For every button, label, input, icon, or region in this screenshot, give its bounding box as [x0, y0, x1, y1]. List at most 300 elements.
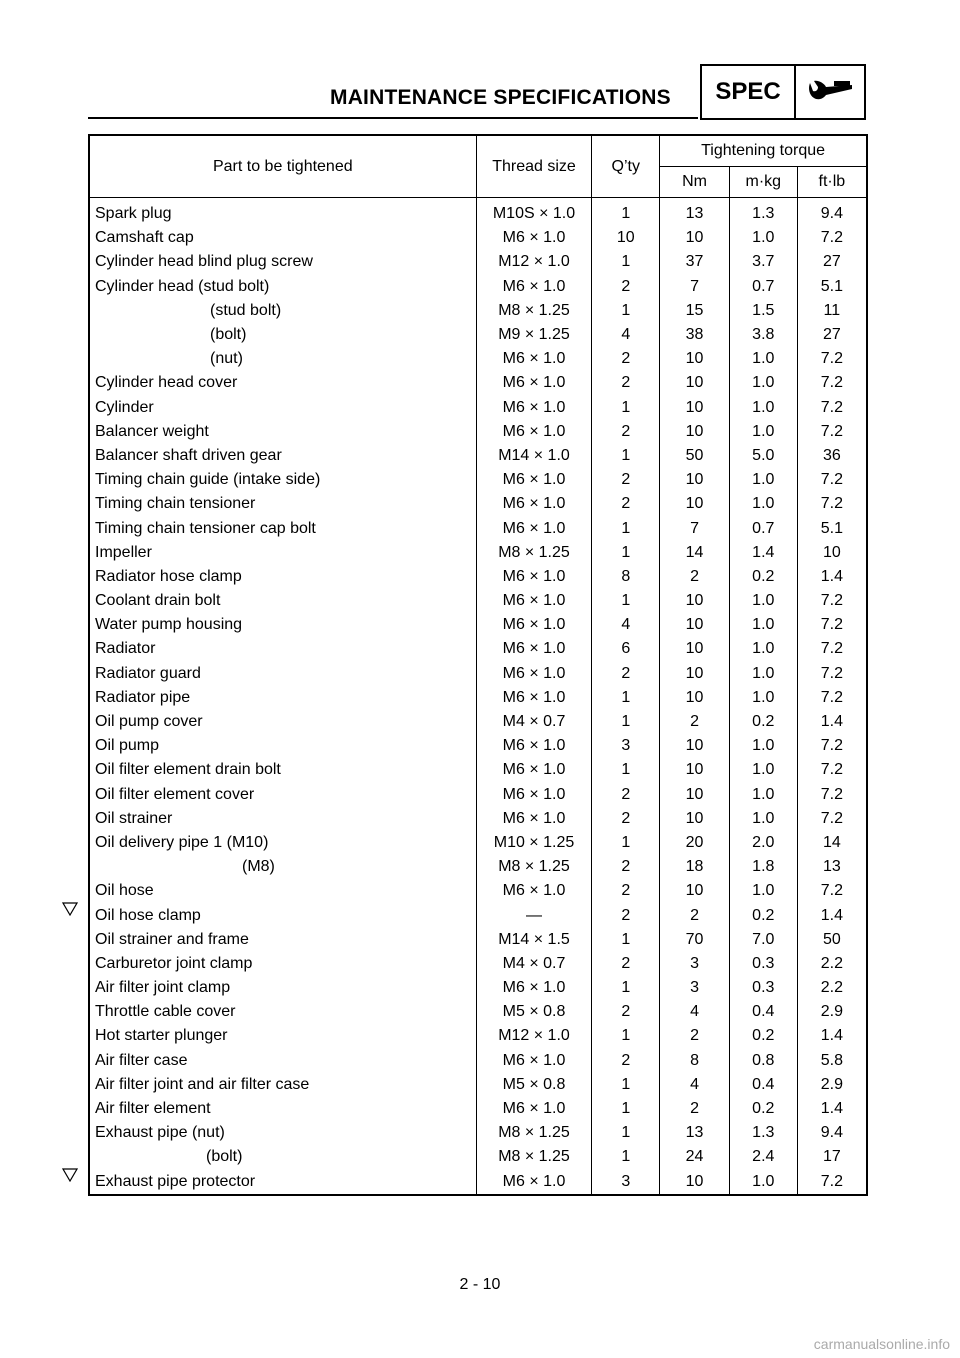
table-row: [89, 198, 867, 227]
cell-qty: 8: [592, 565, 660, 589]
cell-part: Timing chain tensioner: [95, 495, 256, 513]
cell-mkg: 0.7: [729, 516, 797, 540]
header-thread-size: Thread size: [476, 135, 592, 198]
cell-qty: 1: [592, 444, 660, 468]
cell-nm: 13: [660, 1121, 730, 1145]
cell-thread: M6 × 1.0: [476, 637, 592, 661]
cell-qty: 2: [592, 903, 660, 927]
table-row: [89, 928, 867, 952]
cell-nm: 15: [660, 299, 730, 323]
cell-nm: 10: [660, 879, 730, 903]
cell-nm: 24: [660, 1145, 730, 1169]
cell-ftlb: 7.2: [797, 492, 867, 516]
cell-nm: 10: [660, 637, 730, 661]
cell-mkg: 1.0: [729, 226, 797, 250]
cell-qty: 3: [592, 734, 660, 758]
cell-ftlb: 13: [797, 855, 867, 879]
cell-nm: 10: [660, 686, 730, 710]
cell-ftlb: 1.4: [797, 903, 867, 927]
cell-qty: 10: [592, 226, 660, 250]
cell-nm: 3: [660, 952, 730, 976]
cell-ftlb: 11: [797, 299, 867, 323]
cell-mkg: 0.2: [729, 710, 797, 734]
cell-qty: 4: [592, 323, 660, 347]
cell-mkg: 2.4: [729, 1145, 797, 1169]
cell-nm: 10: [660, 807, 730, 831]
table-row: [89, 396, 867, 420]
cell-mkg: 1.0: [729, 396, 797, 420]
cell-part: (bolt): [210, 326, 247, 344]
cell-qty: 1: [592, 541, 660, 565]
cell-nm: 4: [660, 1000, 730, 1024]
cell-ftlb: 7.2: [797, 371, 867, 395]
cell-qty: 2: [592, 662, 660, 686]
cell-part: Cylinder head (stud bolt): [95, 277, 270, 295]
cell-ftlb: 7.2: [797, 420, 867, 444]
cell-part: Throttle cable cover: [95, 1003, 236, 1021]
table-row: [89, 613, 867, 637]
cell-nm: 10: [660, 783, 730, 807]
cell-nm: 70: [660, 928, 730, 952]
cell-ftlb: 2.2: [797, 976, 867, 1000]
table-row: [89, 686, 867, 710]
cell-qty: 1: [592, 686, 660, 710]
cell-part: Exhaust pipe (nut): [95, 1124, 225, 1142]
page-number: 2 - 10: [459, 1276, 501, 1293]
cell-mkg: 1.3: [729, 198, 797, 227]
cell-thread: —: [476, 903, 592, 927]
cell-ftlb: 7.2: [797, 879, 867, 903]
cell-part: Cylinder head blind plug screw: [95, 253, 313, 271]
cell-part: (stud bolt): [210, 301, 282, 319]
cell-nm: 10: [660, 420, 730, 444]
cell-part: Air filter joint clamp: [95, 979, 231, 997]
cell-mkg: 1.3: [729, 1121, 797, 1145]
cell-ftlb: 2.9: [797, 1000, 867, 1024]
header-nm: Nm: [660, 167, 730, 198]
table-row: [89, 1049, 867, 1073]
cell-mkg: 0.7: [729, 275, 797, 299]
cell-nm: 2: [660, 903, 730, 927]
cell-nm: 10: [660, 492, 730, 516]
cell-ftlb: 14: [797, 831, 867, 855]
cell-part: Oil pump cover: [95, 713, 203, 731]
cell-nm: 2: [660, 710, 730, 734]
cell-nm: 10: [660, 371, 730, 395]
cell-mkg: 1.0: [729, 637, 797, 661]
cell-mkg: 1.0: [729, 758, 797, 782]
header-part: Part to be tightened: [89, 135, 476, 198]
cell-qty: 2: [592, 807, 660, 831]
table-row: [89, 323, 867, 347]
cell-qty: 2: [592, 1000, 660, 1024]
cell-thread: M14 × 1.5: [476, 928, 592, 952]
cell-qty: 1: [592, 250, 660, 274]
table-row: [89, 565, 867, 589]
table-row: [89, 516, 867, 540]
cell-part: Oil pump: [95, 737, 160, 755]
wrench-icon: [804, 77, 856, 107]
cell-nm: 10: [660, 589, 730, 613]
cell-qty: 1: [592, 396, 660, 420]
cell-nm: 10: [660, 347, 730, 371]
cell-mkg: 1.5: [729, 299, 797, 323]
cell-mkg: 0.4: [729, 1073, 797, 1097]
cell-part: Camshaft cap: [95, 229, 194, 247]
header-qty: Q’ty: [592, 135, 660, 198]
cell-thread: M6 × 1.0: [476, 807, 592, 831]
table-row: [89, 371, 867, 395]
cell-qty: 1: [592, 299, 660, 323]
cell-part: Timing chain guide (intake side): [95, 471, 321, 489]
page-title: MAINTENANCE SPECIFICATIONS: [330, 86, 671, 109]
cell-ftlb: 50: [797, 928, 867, 952]
cell-nm: 20: [660, 831, 730, 855]
cell-ftlb: 7.2: [797, 613, 867, 637]
cell-thread: M6 × 1.0: [476, 1170, 592, 1195]
header-ftlb: ft·lb: [797, 167, 867, 198]
cell-thread: M8 × 1.25: [476, 1121, 592, 1145]
cell-qty: 3: [592, 1170, 660, 1195]
cell-part: Air filter case: [95, 1051, 188, 1069]
cell-nm: 18: [660, 855, 730, 879]
cell-qty: 1: [592, 1024, 660, 1048]
cell-mkg: 1.0: [729, 347, 797, 371]
cell-thread: M6 × 1.0: [476, 396, 592, 420]
cell-qty: 2: [592, 468, 660, 492]
cell-part: Cylinder: [95, 398, 154, 416]
cell-mkg: 2.0: [729, 831, 797, 855]
cell-nm: 38: [660, 323, 730, 347]
cell-part: (M8): [242, 858, 275, 876]
cell-part: Radiator pipe: [95, 688, 191, 706]
cell-thread: M6 × 1.0: [476, 492, 592, 516]
table-row: [89, 903, 867, 927]
cell-thread: M6 × 1.0: [476, 976, 592, 1000]
cell-qty: 2: [592, 879, 660, 903]
cell-ftlb: 27: [797, 323, 867, 347]
cell-qty: 2: [592, 492, 660, 516]
cell-thread: M6 × 1.0: [476, 347, 592, 371]
cell-mkg: 1.0: [729, 613, 797, 637]
cell-thread: M6 × 1.0: [476, 686, 592, 710]
cell-thread: M6 × 1.0: [476, 226, 592, 250]
cell-thread: M10 × 1.25: [476, 831, 592, 855]
cell-thread: M6 × 1.0: [476, 1049, 592, 1073]
cell-ftlb: 7.2: [797, 637, 867, 661]
cell-thread: M6 × 1.0: [476, 371, 592, 395]
cell-part: Radiator: [95, 640, 156, 658]
table-row: [89, 783, 867, 807]
cell-part: Radiator hose clamp: [95, 567, 242, 585]
cell-part: Air filter joint and air filter case: [95, 1075, 310, 1093]
table-row: [89, 1024, 867, 1048]
table-row: [89, 1145, 867, 1169]
table-row: [89, 299, 867, 323]
cell-thread: M5 × 0.8: [476, 1073, 592, 1097]
table-row: [89, 275, 867, 299]
cell-thread: M6 × 1.0: [476, 275, 592, 299]
triangle-mark-icon: [62, 1168, 78, 1182]
cell-qty: 4: [592, 613, 660, 637]
table-row: [89, 468, 867, 492]
cell-nm: 2: [660, 565, 730, 589]
cell-thread: M8 × 1.25: [476, 1145, 592, 1169]
table-row: [89, 1073, 867, 1097]
cell-thread: M9 × 1.25: [476, 323, 592, 347]
cell-thread: M6 × 1.0: [476, 516, 592, 540]
cell-mkg: 1.0: [729, 879, 797, 903]
cell-thread: M8 × 1.25: [476, 299, 592, 323]
cell-ftlb: 5.1: [797, 516, 867, 540]
table-row: [89, 758, 867, 782]
table-row: [89, 589, 867, 613]
cell-ftlb: 7.2: [797, 468, 867, 492]
cell-nm: 4: [660, 1073, 730, 1097]
cell-nm: 2: [660, 1024, 730, 1048]
cell-part: Oil delivery pipe 1 (M10): [95, 833, 269, 851]
cell-qty: 2: [592, 855, 660, 879]
table-row: [89, 952, 867, 976]
cell-part: Exhaust pipe protector: [95, 1172, 256, 1190]
table-row: [89, 662, 867, 686]
cell-nm: 14: [660, 541, 730, 565]
cell-nm: 3: [660, 976, 730, 1000]
triangle-mark-icon: [62, 902, 78, 916]
cell-mkg: 1.0: [729, 807, 797, 831]
cell-thread: M6 × 1.0: [476, 758, 592, 782]
cell-thread: M6 × 1.0: [476, 565, 592, 589]
cell-qty: 1: [592, 1145, 660, 1169]
cell-mkg: 0.2: [729, 565, 797, 589]
cell-qty: 2: [592, 371, 660, 395]
table-row: [89, 807, 867, 831]
cell-ftlb: 7.2: [797, 758, 867, 782]
table-row: [89, 855, 867, 879]
table-row: [89, 541, 867, 565]
cell-qty: 6: [592, 637, 660, 661]
cell-qty: 1: [592, 1121, 660, 1145]
cell-ftlb: 9.4: [797, 1121, 867, 1145]
spec-box: [700, 64, 866, 120]
cell-ftlb: 1.4: [797, 1024, 867, 1048]
cell-ftlb: 7.2: [797, 347, 867, 371]
cell-part: Oil strainer and frame: [95, 930, 249, 948]
cell-ftlb: 5.1: [797, 275, 867, 299]
cell-mkg: 0.2: [729, 1097, 797, 1121]
cell-qty: 1: [592, 589, 660, 613]
cell-mkg: 1.0: [729, 734, 797, 758]
tightening-torque-table: [88, 134, 868, 1196]
cell-qty: 1: [592, 710, 660, 734]
cell-part: Oil filter element drain bolt: [95, 761, 281, 779]
cell-part: Cylinder head cover: [95, 374, 238, 392]
cell-ftlb: 2.9: [797, 1073, 867, 1097]
cell-nm: 10: [660, 226, 730, 250]
table-row: [89, 831, 867, 855]
cell-nm: 10: [660, 1170, 730, 1195]
cell-nm: 37: [660, 250, 730, 274]
cell-mkg: 1.0: [729, 686, 797, 710]
table-row: [89, 710, 867, 734]
cell-ftlb: 7.2: [797, 396, 867, 420]
cell-qty: 1: [592, 928, 660, 952]
cell-part: Oil strainer: [95, 809, 173, 827]
cell-nm: 10: [660, 613, 730, 637]
cell-ftlb: 9.4: [797, 198, 867, 227]
cell-mkg: 7.0: [729, 928, 797, 952]
cell-part: Radiator guard: [95, 664, 201, 682]
cell-mkg: 1.0: [729, 468, 797, 492]
cell-thread: M12 × 1.0: [476, 1024, 592, 1048]
cell-thread: M6 × 1.0: [476, 589, 592, 613]
cell-thread: M6 × 1.0: [476, 783, 592, 807]
table-row: [89, 976, 867, 1000]
table-row: [89, 347, 867, 371]
cell-ftlb: 7.2: [797, 807, 867, 831]
table-row: [89, 1000, 867, 1024]
cell-nm: 10: [660, 758, 730, 782]
cell-ftlb: 10: [797, 541, 867, 565]
table-row: [89, 1121, 867, 1145]
cell-thread: M12 × 1.0: [476, 250, 592, 274]
cell-mkg: 1.4: [729, 541, 797, 565]
cell-ftlb: 7.2: [797, 589, 867, 613]
cell-nm: 7: [660, 516, 730, 540]
cell-part: Spark plug: [95, 205, 172, 223]
cell-ftlb: 27: [797, 250, 867, 274]
cell-qty: 1: [592, 976, 660, 1000]
cell-qty: 1: [592, 198, 660, 227]
table-row: [89, 1097, 867, 1121]
cell-part: Carburetor joint clamp: [95, 954, 253, 972]
cell-mkg: 1.0: [729, 1170, 797, 1195]
cell-part: Oil hose clamp: [95, 906, 201, 924]
cell-ftlb: 1.4: [797, 565, 867, 589]
cell-thread: M6 × 1.0: [476, 613, 592, 637]
cell-ftlb: 36: [797, 444, 867, 468]
cell-ftlb: 7.2: [797, 734, 867, 758]
cell-mkg: 1.0: [729, 420, 797, 444]
cell-part: Timing chain tensioner cap bolt: [95, 519, 316, 537]
cell-qty: 1: [592, 758, 660, 782]
cell-qty: 2: [592, 952, 660, 976]
cell-mkg: 1.0: [729, 662, 797, 686]
cell-qty: 2: [592, 1049, 660, 1073]
cell-qty: 2: [592, 783, 660, 807]
header-mkg: m·kg: [729, 167, 797, 198]
table-row: [89, 734, 867, 758]
cell-part: Coolant drain bolt: [95, 592, 221, 610]
cell-thread: M5 × 0.8: [476, 1000, 592, 1024]
cell-mkg: 0.8: [729, 1049, 797, 1073]
cell-thread: M6 × 1.0: [476, 420, 592, 444]
cell-ftlb: 5.8: [797, 1049, 867, 1073]
cell-part: Water pump housing: [95, 616, 243, 634]
cell-thread: M4 × 0.7: [476, 952, 592, 976]
cell-qty: 1: [592, 831, 660, 855]
cell-qty: 1: [592, 516, 660, 540]
cell-part: Balancer weight: [95, 422, 209, 440]
cell-nm: 50: [660, 444, 730, 468]
table-row: [89, 250, 867, 274]
cell-thread: M6 × 1.0: [476, 1097, 592, 1121]
spec-icon-cell: [796, 66, 864, 118]
cell-nm: 10: [660, 396, 730, 420]
cell-thread: M8 × 1.25: [476, 855, 592, 879]
table-row: [89, 879, 867, 903]
cell-mkg: 5.0: [729, 444, 797, 468]
cell-thread: M6 × 1.0: [476, 468, 592, 492]
cell-nm: 10: [660, 468, 730, 492]
cell-ftlb: 7.2: [797, 783, 867, 807]
cell-nm: 2: [660, 1097, 730, 1121]
cell-ftlb: 7.2: [797, 686, 867, 710]
cell-nm: 7: [660, 275, 730, 299]
cell-qty: 1: [592, 1073, 660, 1097]
cell-part: Impeller: [95, 543, 152, 561]
cell-mkg: 0.3: [729, 952, 797, 976]
cell-mkg: 1.0: [729, 371, 797, 395]
cell-thread: M10S × 1.0: [476, 198, 592, 227]
cell-mkg: 0.3: [729, 976, 797, 1000]
cell-mkg: 1.0: [729, 589, 797, 613]
cell-thread: M6 × 1.0: [476, 662, 592, 686]
cell-ftlb: 1.4: [797, 710, 867, 734]
cell-part: Hot starter plunger: [95, 1027, 228, 1045]
cell-mkg: 3.7: [729, 250, 797, 274]
cell-part: Air filter element: [95, 1100, 211, 1118]
table-row: [89, 226, 867, 250]
cell-mkg: 0.2: [729, 1024, 797, 1048]
cell-nm: 8: [660, 1049, 730, 1073]
cell-ftlb: 2.2: [797, 952, 867, 976]
table-row: [89, 420, 867, 444]
table-row: [89, 637, 867, 661]
cell-nm: 13: [660, 198, 730, 227]
cell-qty: 1: [592, 1097, 660, 1121]
cell-part: (nut): [210, 350, 243, 368]
cell-part: Balancer shaft driven gear: [95, 446, 282, 464]
cell-qty: 2: [592, 347, 660, 371]
cell-ftlb: 7.2: [797, 1170, 867, 1195]
cell-part: (bolt): [206, 1148, 243, 1166]
spec-label: SPEC: [702, 66, 796, 118]
watermark: carmanualsonline.info: [813, 1336, 950, 1352]
cell-thread: M6 × 1.0: [476, 879, 592, 903]
table-row: [89, 492, 867, 516]
cell-mkg: 0.4: [729, 1000, 797, 1024]
cell-nm: 10: [660, 734, 730, 758]
table-row: [89, 444, 867, 468]
cell-mkg: 1.8: [729, 855, 797, 879]
cell-ftlb: 1.4: [797, 1097, 867, 1121]
cell-part: Oil hose: [95, 882, 154, 900]
cell-thread: M4 × 0.7: [476, 710, 592, 734]
cell-ftlb: 7.2: [797, 662, 867, 686]
cell-qty: 2: [592, 420, 660, 444]
cell-mkg: 1.0: [729, 492, 797, 516]
cell-nm: 10: [660, 662, 730, 686]
cell-mkg: 3.8: [729, 323, 797, 347]
cell-ftlb: 7.2: [797, 226, 867, 250]
cell-part: Oil filter element cover: [95, 785, 255, 803]
cell-thread: M14 × 1.0: [476, 444, 592, 468]
cell-mkg: 0.2: [729, 903, 797, 927]
header-rule: [88, 117, 698, 119]
cell-thread: M8 × 1.25: [476, 541, 592, 565]
table-row: [89, 1170, 867, 1195]
